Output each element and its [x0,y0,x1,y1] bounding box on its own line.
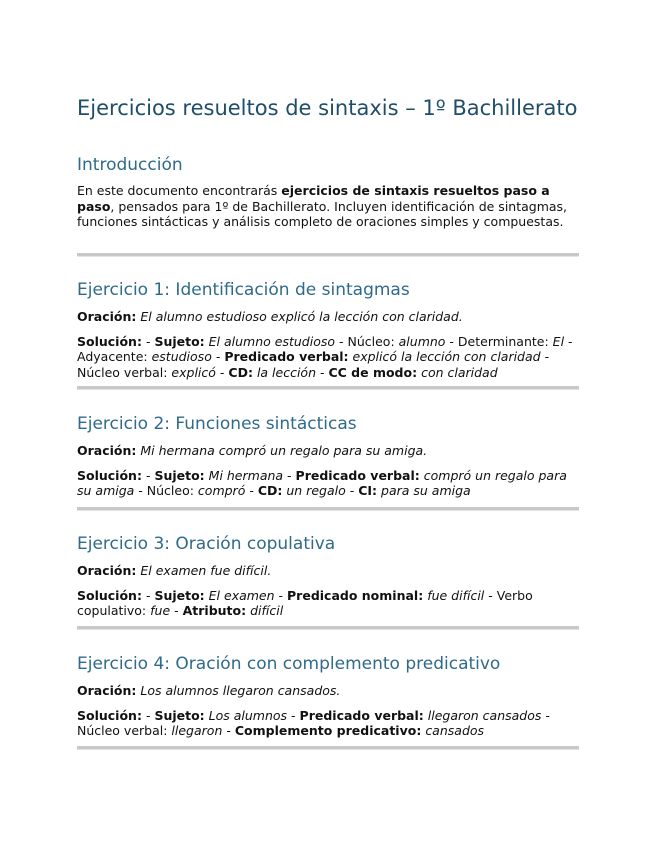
intro-text-1: En este documento encontrarás [77,183,282,198]
s-sep: - Núcleo: [134,483,198,498]
s-label: Predicado nominal: [287,587,424,603]
divider [77,626,579,630]
s-sep: - Adyacente: [77,333,573,364]
exercise-3-sentence [77,563,579,579]
s-value: Los alumnos [208,707,288,723]
s-label: CD: [228,364,253,380]
s-sep: - [283,467,296,483]
exercise-1-solution [77,334,579,381]
s-value: compró [197,483,246,498]
s-label: Predicado verbal: [295,467,420,483]
intro-paragraph [77,183,579,230]
s-sep: - [316,364,329,380]
intro-text-2: , pensados para 1º de Bachillerato. Incluyen identificación de sintagmas, funciones sintácticas y análisis completo de oraciones simples y compuestas. [77,198,568,229]
divider [77,746,579,750]
s-value: fue [150,603,171,618]
divider [77,253,579,257]
divider [77,507,579,511]
s-value: para su amiga [381,483,471,498]
s-value: llegaron cansados [427,707,542,723]
s-sep: - [222,723,235,738]
sentence-label: Oración: [77,443,137,458]
s-label: Complemento predicativo: [234,723,422,738]
exercise-3-solution [77,588,579,619]
s-label: CC de modo: [328,364,418,380]
page-title: Ejercicios resueltos de sintaxis – 1º Bachillerato [77,96,578,120]
s-value: la lección [256,364,316,380]
solution-label: Solución: [77,707,142,723]
sentence-text: Mi hermana compró un regalo para su amiga. [140,443,428,458]
s-label: Atributo: [182,603,247,618]
s-label: Sujeto: [154,333,205,349]
exercise-3-heading: Ejercicio 3: Oración copulativa [77,534,336,554]
s-value: explicó [171,364,216,380]
intro-heading: Introducción [77,155,183,175]
exercise-2 [77,414,579,499]
s-value: El [552,333,565,349]
s-value: con claridad [421,364,498,380]
s-value: alumno [398,333,446,349]
s-sep: - [215,364,229,380]
s-value: Mi hermana [208,467,284,483]
s-label: Predicado verbal: [299,707,424,723]
exercise-2-solution [77,468,579,499]
s-value: un regalo [286,483,346,498]
s-label: CI: [358,483,378,498]
s-label: Sujeto: [154,587,205,603]
s-sep: - [287,707,300,723]
s-value: estudioso [151,349,212,364]
exercise-1-sentence [77,309,579,325]
s-sep: - [345,483,359,498]
s-label: CD: [257,483,283,498]
exercise-2-heading: Ejercicio 2: Funciones sintácticas [77,414,357,434]
divider [77,386,579,390]
s-dash: - [145,587,155,603]
s-value: cansados [425,723,485,738]
s-dash: - [145,333,155,349]
intro-bold: ejercicios de sintaxis resueltos paso a paso [77,183,550,214]
s-value: difícil [250,603,284,618]
sentence-text: El alumno estudioso explicó la lección con claridad. [140,309,463,324]
exercise-4-heading: Ejercicio 4: Oración con complemento predicativo [77,654,501,674]
s-value: fue difícil [427,587,485,603]
exercise-2-sentence [77,443,579,459]
exercise-3 [77,534,579,619]
sentence-label: Oración: [77,563,137,578]
s-sep: - [211,349,225,364]
s-dash: - [145,707,155,723]
solution-label: Solución: [77,333,142,349]
exercise-4 [77,654,579,739]
s-sep: - [245,483,258,498]
exercise-4-sentence [77,683,579,699]
s-value: llegaron [171,723,223,738]
s-label: Sujeto: [154,467,205,483]
s-sep: - Determinante: [445,333,553,349]
s-sep: - Núcleo verbal: [77,707,550,738]
sentence-text: Los alumnos llegaron cansados. [140,683,341,698]
s-value: El alumno estudioso [208,333,336,349]
sentence-label: Oración: [77,683,137,698]
s-sep: - Verbo copulativo: [77,587,533,618]
exercise-4-solution [77,708,579,739]
s-label: Sujeto: [154,707,205,723]
s-label: Predicado verbal: [224,349,349,364]
sentence-text: El examen fue difícil. [140,563,272,578]
s-value: compró un regalo para su amiga [77,467,567,498]
s-sep: - Núcleo verbal: [77,349,550,380]
s-sep: - [170,603,183,618]
s-dash: - [145,467,155,483]
solution-label: Solución: [77,467,142,483]
solution-label: Solución: [77,587,142,603]
exercise-1-heading: Ejercicio 1: Identificación de sintagmas [77,280,410,300]
exercise-1 [77,280,579,380]
s-sep: - Núcleo: [335,333,399,349]
s-value: explicó la lección con claridad [352,349,541,364]
s-sep: - [274,587,288,603]
sentence-label: Oración: [77,309,137,324]
s-value: El examen [208,587,275,603]
